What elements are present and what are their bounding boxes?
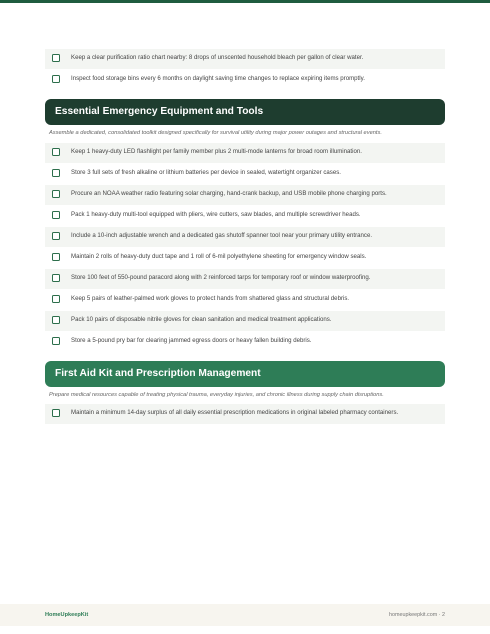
checklist-item — [45, 227, 445, 248]
checklist-item — [45, 206, 445, 227]
section-description: Prepare medical resources capable of treating physical trauma, everyday injuries, and chronic illness during supply chain disruptions. — [49, 391, 384, 398]
checklist-item — [45, 185, 445, 206]
checkbox[interactable] — [52, 253, 60, 261]
checklist-item-text: Store 100 feet of 550-pound paracord along with 2 reinforced tarps for temporary roof or window waterproofing. — [71, 273, 371, 281]
checkbox[interactable] — [52, 295, 60, 303]
checklist-item — [45, 269, 445, 290]
checklist-item — [45, 311, 445, 332]
checklist-item — [45, 164, 445, 185]
checklist-item-text: Inspect food storage bins every 6 months on daylight saving time changes to replace expiring items promptly. — [71, 75, 365, 82]
checklist-item — [45, 49, 445, 70]
checklist-item-text: Maintain a minimum 14-day surplus of all daily essential prescription medications in original labeled pharmacy containers. — [71, 409, 399, 417]
checkbox[interactable] — [52, 337, 60, 345]
checklist-item-text: Store 3 full sets of fresh alkaline or lithium batteries per device in sealed, watertight organizer cases. — [71, 168, 341, 176]
checkbox[interactable] — [52, 232, 60, 240]
section-title: Essential Emergency Equipment and Tools — [55, 106, 264, 117]
checklist-item-text: Pack 1 heavy-duty multi-tool equipped with pliers, wire cutters, saw blades, and multiple screwdriver heads. — [71, 210, 361, 218]
checklist-item-text: Include a 10-inch adjustable wrench and a dedicated gas shutoff spanner tool near your primary utility entrance. — [71, 231, 373, 239]
section-header-equipment — [45, 99, 445, 125]
checkbox[interactable] — [52, 75, 60, 83]
top-rule — [0, 0, 490, 3]
checkbox[interactable] — [52, 54, 60, 62]
checkbox[interactable] — [52, 190, 60, 198]
checklist-content — [45, 49, 445, 425]
footer-brand: HomeUpkeepKit — [45, 612, 89, 618]
checklist-item-text: Pack 10 pairs of disposable nitrile gloves for clean sanitation and medical treatment applications. — [71, 315, 332, 323]
checklist-item-text: Store a 5-pound pry bar for clearing jammed egress doors or heavy fallen building debris. — [71, 336, 312, 344]
checklist-item — [45, 332, 445, 353]
checklist-item — [45, 290, 445, 311]
checkbox[interactable] — [52, 274, 60, 282]
checklist-item — [45, 70, 445, 91]
checkbox[interactable] — [52, 316, 60, 324]
footer-page-reference: homeupkeepkit.com · 2 — [388, 612, 445, 618]
checkbox[interactable] — [52, 211, 60, 219]
section-title: First Aid Kit and Prescription Management — [55, 367, 261, 379]
checklist-item-text: Keep a clear purification ratio chart nearby: 8 drops of unscented household bleach per gallon of clear water. — [71, 54, 364, 61]
checklist-item-text: Maintain 2 rolls of heavy-duty duct tape and 1 roll of 6-mil polyethylene sheeting for emergency window seals. — [71, 252, 367, 260]
section-description: Assemble a dedicated, consolidated toolkit designed specifically for survival utility during major power outages and structural events. — [49, 130, 382, 136]
checklist-item — [45, 248, 445, 269]
checkbox[interactable] — [52, 169, 60, 177]
checklist-item-text: Procure an NOAA weather radio featuring solar charging, hand-crank backup, and USB mobile phone charging ports. — [71, 189, 387, 197]
checklist-item-text: Keep 5 pairs of leather-palmed work gloves to protect hands from shattered glass and structural debris. — [71, 294, 350, 302]
checklist-item-text: Keep 1 heavy-duty LED flashlight per family member plus 2 multi-mode lanterns for broad room illumination. — [71, 147, 362, 155]
checklist-item — [45, 143, 445, 164]
checkbox[interactable] — [52, 148, 60, 156]
checkbox[interactable] — [52, 409, 60, 417]
page-footer — [0, 604, 490, 626]
section-header-first-aid — [45, 361, 445, 387]
checklist-item — [45, 404, 445, 425]
